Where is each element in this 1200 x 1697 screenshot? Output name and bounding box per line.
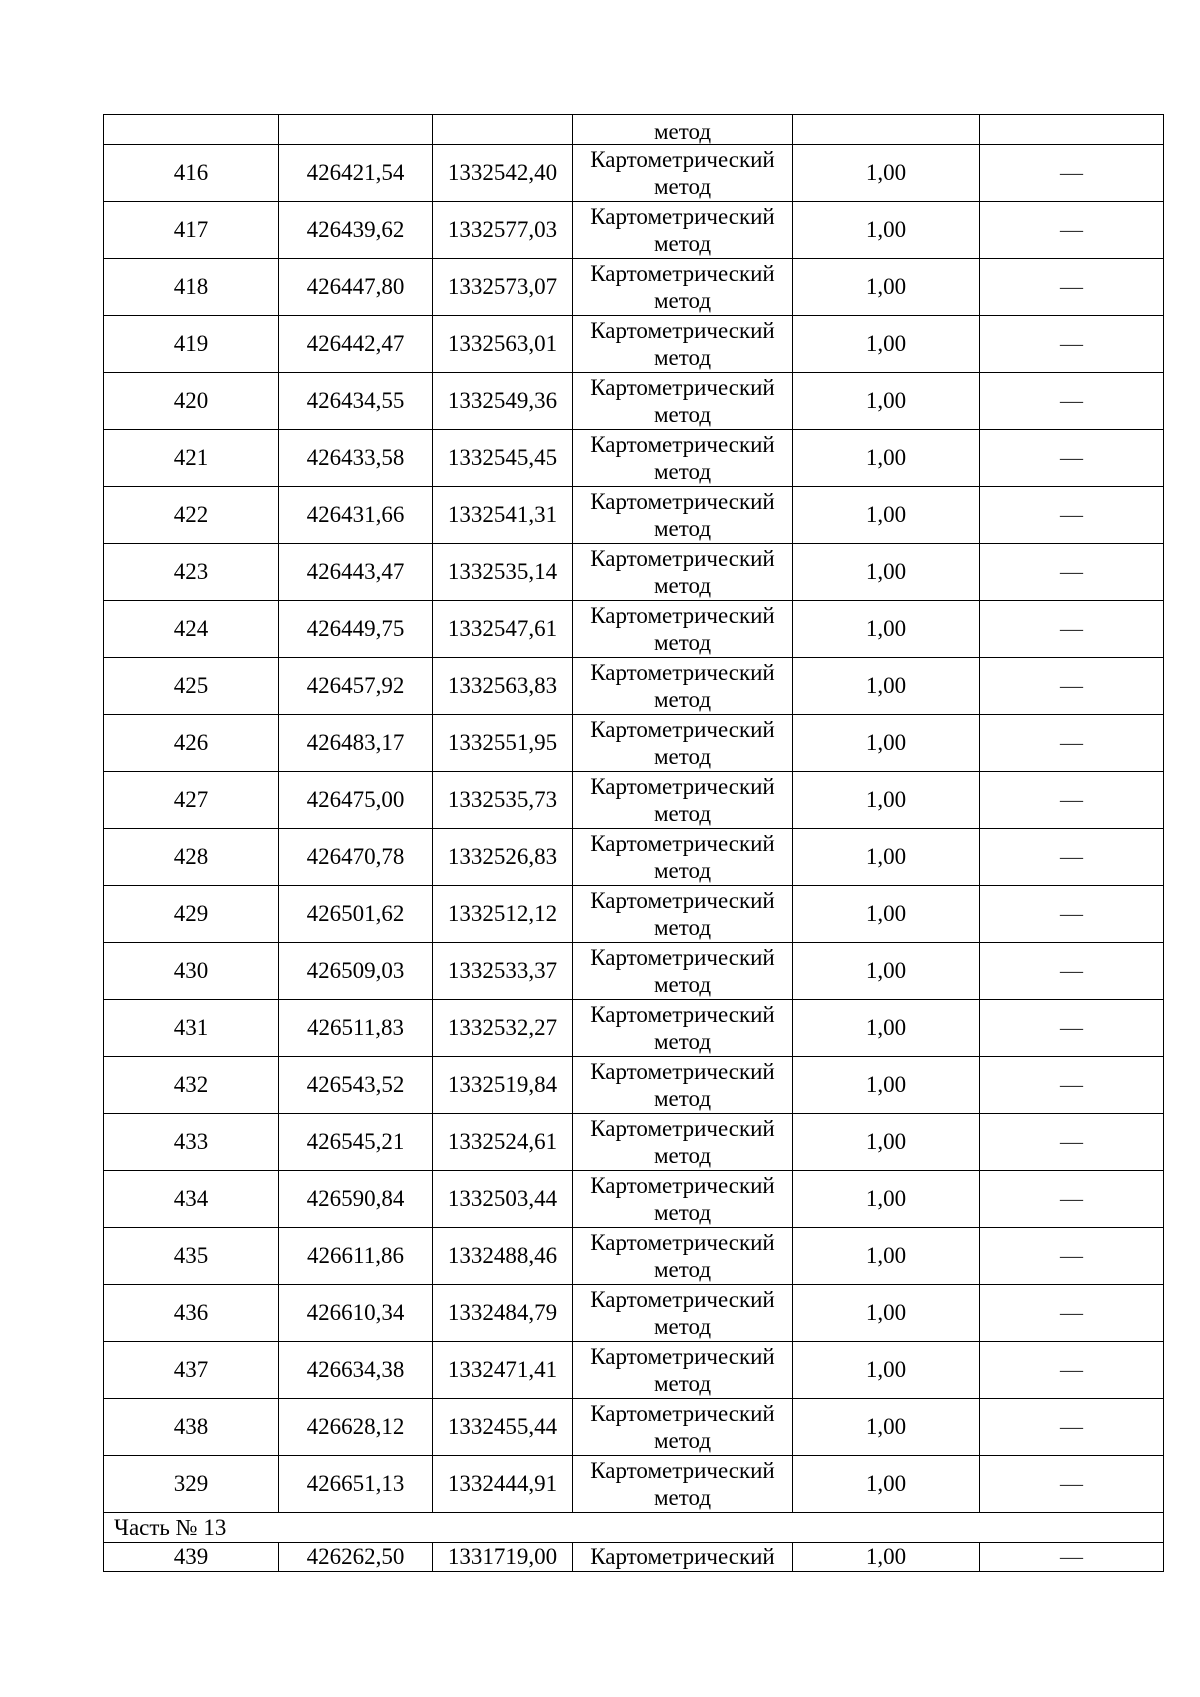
cell-y: 1332519,84 (433, 1057, 573, 1114)
method-line-2: метод (653, 1143, 712, 1168)
method-line-1: Картометрический (590, 432, 775, 457)
cell-method (573, 772, 793, 829)
cell-x: 426610,34 (279, 1285, 433, 1342)
method-line-2: метод (653, 915, 712, 940)
method-line-2: метод (653, 231, 712, 256)
cell-description: — (980, 487, 1164, 544)
method-line-2: метод (653, 1371, 712, 1396)
method-line-1: Картометрический (590, 603, 775, 628)
cell-y: 1332512,12 (433, 886, 573, 943)
cell-description: — (980, 145, 1164, 202)
cell-accuracy: 1,00 (793, 1114, 980, 1171)
cell-y: 1332545,45 (433, 430, 573, 487)
method-line-2: метод (653, 630, 712, 655)
cell-y: 1332551,95 (433, 715, 573, 772)
cell-description: — (980, 1171, 1164, 1228)
cell-x: 426611,86 (279, 1228, 433, 1285)
cell-number: 432 (104, 1057, 279, 1114)
method-line-1: Картометрический (590, 546, 775, 571)
coordinates-table (103, 114, 1164, 1572)
cell-number (104, 115, 279, 145)
cell-description: — (980, 886, 1164, 943)
cell-x: 426590,84 (279, 1171, 433, 1228)
cell-x: 426442,47 (279, 316, 433, 373)
method-line-2: метод (653, 972, 712, 997)
cell-x: 426475,00 (279, 772, 433, 829)
method-line-1: Картометрический (590, 489, 775, 514)
cell-description: — (980, 1399, 1164, 1456)
method-line-1: Картометрический (590, 1059, 775, 1084)
cell-description: — (980, 259, 1164, 316)
cell-accuracy: 1,00 (793, 202, 980, 259)
cell-accuracy: 1,00 (793, 1171, 980, 1228)
method-line-2: метод (653, 1428, 712, 1453)
method-line-2: метод (653, 744, 712, 769)
method-line-1: Картометрический (590, 147, 775, 172)
cell-accuracy: 1,00 (793, 1543, 980, 1572)
table-row (104, 715, 1164, 772)
method-line-1: Картометрический (590, 318, 775, 343)
cell-number: 435 (104, 1228, 279, 1285)
cell-y: 1332573,07 (433, 259, 573, 316)
cell-accuracy: 1,00 (793, 259, 980, 316)
method-line-1: Картометрический (590, 831, 775, 856)
cell-x: 426449,75 (279, 601, 433, 658)
cell-description: — (980, 202, 1164, 259)
cell-description: — (980, 316, 1164, 373)
cell-y: 1332488,46 (433, 1228, 573, 1285)
cell-x: 426509,03 (279, 943, 433, 1000)
cell-description: — (980, 1000, 1164, 1057)
cell-x: 426443,47 (279, 544, 433, 601)
cell-description: — (980, 715, 1164, 772)
table-row (104, 259, 1164, 316)
cell-accuracy: 1,00 (793, 829, 980, 886)
cell-accuracy: 1,00 (793, 145, 980, 202)
cell-description: — (980, 829, 1164, 886)
cell-method (573, 373, 793, 430)
cell-x: 426434,55 (279, 373, 433, 430)
cell-y: 1332455,44 (433, 1399, 573, 1456)
cell-method (573, 886, 793, 943)
cell-accuracy: 1,00 (793, 487, 980, 544)
cell-y: 1332549,36 (433, 373, 573, 430)
table-row (104, 1171, 1164, 1228)
cell-method: метод (573, 115, 793, 145)
cell-number: 427 (104, 772, 279, 829)
cell-x: 426483,17 (279, 715, 433, 772)
cell-method (573, 145, 793, 202)
table-row (104, 373, 1164, 430)
method-line-1: Картометрический (590, 1287, 775, 1312)
cell-accuracy: 1,00 (793, 1342, 980, 1399)
method-line-2: метод (653, 573, 712, 598)
cell-accuracy: 1,00 (793, 1456, 980, 1513)
cell-number: 436 (104, 1285, 279, 1342)
cell-x: 426545,21 (279, 1114, 433, 1171)
cell-y: 1332484,79 (433, 1285, 573, 1342)
cell-number: 428 (104, 829, 279, 886)
cell-x (279, 115, 433, 145)
method-line-1: Картометрический (590, 945, 775, 970)
cell-number: 329 (104, 1456, 279, 1513)
cell-y: 1332444,91 (433, 1456, 573, 1513)
cell-number: 417 (104, 202, 279, 259)
method-line-1: Картометрический (590, 888, 775, 913)
cell-accuracy: 1,00 (793, 886, 980, 943)
cell-x: 426439,62 (279, 202, 433, 259)
cell-description: — (980, 1456, 1164, 1513)
cell-description: — (980, 601, 1164, 658)
part-label: Часть № 13 (104, 1513, 1164, 1543)
table-row (104, 316, 1164, 373)
cell-description: — (980, 772, 1164, 829)
cell-method (573, 430, 793, 487)
cell-y: 1332563,01 (433, 316, 573, 373)
table-row (104, 829, 1164, 886)
cell-method (573, 1342, 793, 1399)
table-row (104, 601, 1164, 658)
table-row (104, 943, 1164, 1000)
cell-number: 433 (104, 1114, 279, 1171)
cell-x: 426457,92 (279, 658, 433, 715)
method-line-1: Картометрический (590, 660, 775, 685)
cell-method (573, 316, 793, 373)
cell-y: 1332533,37 (433, 943, 573, 1000)
cell-method (573, 943, 793, 1000)
cell-method (573, 1228, 793, 1285)
cell-y (433, 115, 573, 145)
method-line-2: метод (653, 1485, 712, 1510)
cell-y: 1332471,41 (433, 1342, 573, 1399)
cell-description: — (980, 1114, 1164, 1171)
cell-y: 1332577,03 (433, 202, 573, 259)
cell-description: — (980, 943, 1164, 1000)
cell-accuracy: 1,00 (793, 658, 980, 715)
cell-y: 1332542,40 (433, 145, 573, 202)
cell-number: 431 (104, 1000, 279, 1057)
cell-description (980, 115, 1164, 145)
method-line-1: Картометрический (590, 1173, 775, 1198)
table-row (104, 202, 1164, 259)
cell-number: 438 (104, 1399, 279, 1456)
method-line-1: Картометрический (590, 1458, 775, 1483)
cell-method (573, 1171, 793, 1228)
cell-accuracy: 1,00 (793, 1057, 980, 1114)
cell-description: — (980, 373, 1164, 430)
method-line-2: метод (653, 345, 712, 370)
cell-number: 425 (104, 658, 279, 715)
table-row (104, 1399, 1164, 1456)
cell-description: — (980, 1228, 1164, 1285)
method-line-2: метод (653, 402, 712, 427)
cell-description: — (980, 430, 1164, 487)
cell-description: — (980, 1057, 1164, 1114)
method-line-2: метод (653, 858, 712, 883)
cell-method (573, 658, 793, 715)
method-line-1: Картометрический (590, 1230, 775, 1255)
cell-description: — (980, 658, 1164, 715)
cell-accuracy: 1,00 (793, 1228, 980, 1285)
table-row (104, 1114, 1164, 1171)
cell-y: 1332535,73 (433, 772, 573, 829)
cell-method (573, 1399, 793, 1456)
cell-method (573, 259, 793, 316)
cell-accuracy: 1,00 (793, 430, 980, 487)
cell-y: 1332532,27 (433, 1000, 573, 1057)
cell-accuracy: 1,00 (793, 1285, 980, 1342)
cell-y: 1332503,44 (433, 1171, 573, 1228)
cell-number: 434 (104, 1171, 279, 1228)
cell-number: 422 (104, 487, 279, 544)
cell-description: — (980, 1285, 1164, 1342)
table-row (104, 1000, 1164, 1057)
cell-method (573, 487, 793, 544)
cell-number: 439 (104, 1543, 279, 1572)
cell-accuracy: 1,00 (793, 715, 980, 772)
cell-accuracy: 1,00 (793, 601, 980, 658)
cell-method (573, 1285, 793, 1342)
cell-method (573, 1057, 793, 1114)
method-line-1: Картометрический (590, 717, 775, 742)
method-line-2: метод (653, 1086, 712, 1111)
cell-x: 426262,50 (279, 1543, 433, 1572)
cell-accuracy (793, 115, 980, 145)
method-line-1: Картометрический (590, 774, 775, 799)
cell-method (573, 202, 793, 259)
cell-accuracy: 1,00 (793, 544, 980, 601)
cell-number: 418 (104, 259, 279, 316)
method-line-2: метод (653, 1314, 712, 1339)
cell-number: 419 (104, 316, 279, 373)
method-line-1: Картометрический (590, 1344, 775, 1369)
method-line-2: метод (653, 174, 712, 199)
cell-method (573, 1456, 793, 1513)
cell-x: 426501,62 (279, 886, 433, 943)
method-line-2: метод (653, 687, 712, 712)
cell-number: 430 (104, 943, 279, 1000)
cell-number: 416 (104, 145, 279, 202)
method-line-1: Картометрический (590, 261, 775, 286)
table-row (104, 1057, 1164, 1114)
cell-number: 423 (104, 544, 279, 601)
table-row (104, 145, 1164, 202)
cell-x: 426433,58 (279, 430, 433, 487)
cell-x: 426431,66 (279, 487, 433, 544)
table-row (104, 544, 1164, 601)
table-row (104, 487, 1164, 544)
cell-accuracy: 1,00 (793, 943, 980, 1000)
table-row (104, 658, 1164, 715)
cell-number: 420 (104, 373, 279, 430)
cell-method (573, 544, 793, 601)
cell-number: 421 (104, 430, 279, 487)
cell-y: 1332541,31 (433, 487, 573, 544)
method-line-1: Картометрический (590, 1116, 775, 1141)
cell-x: 426421,54 (279, 145, 433, 202)
cell-x: 426447,80 (279, 259, 433, 316)
cell-accuracy: 1,00 (793, 316, 980, 373)
method-line-2: метод (653, 1029, 712, 1054)
cell-description: — (980, 1543, 1164, 1572)
cell-method: Картометрический (573, 1543, 793, 1572)
cell-x: 426634,38 (279, 1342, 433, 1399)
method-line-1: Картометрический (590, 204, 775, 229)
cell-number: 429 (104, 886, 279, 943)
method-line-2: метод (653, 459, 712, 484)
cell-accuracy: 1,00 (793, 373, 980, 430)
cell-number: 426 (104, 715, 279, 772)
cell-y: 1332526,83 (433, 829, 573, 886)
method-line-1: Картометрический (590, 1002, 775, 1027)
table-row (104, 430, 1164, 487)
table-row (104, 1342, 1164, 1399)
method-line-1: Картометрический (590, 375, 775, 400)
table-row (104, 1543, 1164, 1572)
table-row (104, 772, 1164, 829)
cell-method (573, 829, 793, 886)
cell-y: 1332535,14 (433, 544, 573, 601)
cell-x: 426628,12 (279, 1399, 433, 1456)
method-line-2: метод (653, 1257, 712, 1282)
cell-method (573, 715, 793, 772)
cell-accuracy: 1,00 (793, 1399, 980, 1456)
method-line-2: метод (653, 801, 712, 826)
method-line-1: Картометрический (590, 1401, 775, 1426)
cell-accuracy: 1,00 (793, 772, 980, 829)
method-line-2: метод (653, 288, 712, 313)
table-row (104, 115, 1164, 145)
cell-accuracy: 1,00 (793, 1000, 980, 1057)
cell-x: 426543,52 (279, 1057, 433, 1114)
table-row (104, 1456, 1164, 1513)
cell-x: 426511,83 (279, 1000, 433, 1057)
cell-x: 426470,78 (279, 829, 433, 886)
cell-description: — (980, 544, 1164, 601)
cell-y: 1332524,61 (433, 1114, 573, 1171)
cell-y: 1331719,00 (433, 1543, 573, 1572)
cell-method (573, 1114, 793, 1171)
cell-method (573, 1000, 793, 1057)
cell-method (573, 601, 793, 658)
part-header-row (104, 1513, 1164, 1543)
method-line-2: метод (653, 516, 712, 541)
method-line-2: метод (653, 1200, 712, 1225)
cell-y: 1332547,61 (433, 601, 573, 658)
cell-y: 1332563,83 (433, 658, 573, 715)
cell-x: 426651,13 (279, 1456, 433, 1513)
cell-description: — (980, 1342, 1164, 1399)
cell-number: 437 (104, 1342, 279, 1399)
table-row (104, 1228, 1164, 1285)
table-row (104, 886, 1164, 943)
cell-number: 424 (104, 601, 279, 658)
table-row (104, 1285, 1164, 1342)
